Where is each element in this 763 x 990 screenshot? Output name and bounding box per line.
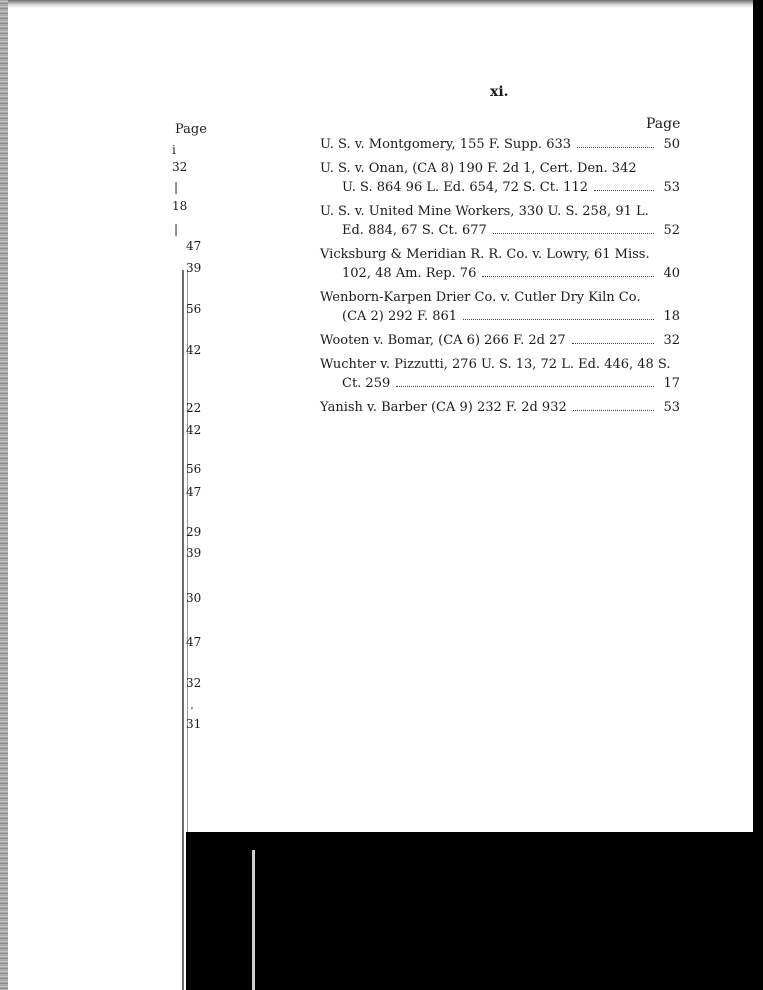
previous-page-number: 39: [186, 546, 202, 560]
dot-leader: [577, 147, 654, 148]
page-number: xi.: [490, 84, 509, 100]
case-page-number: 53: [663, 180, 680, 195]
previous-page-number: 42: [186, 423, 202, 437]
previous-page-number: 18: [172, 199, 188, 213]
previous-page-number: 31: [186, 717, 202, 731]
previous-page-number: 39: [186, 261, 202, 275]
previous-page-number: 56: [186, 462, 202, 476]
case-entry: [320, 202, 680, 240]
dot-leader: [482, 276, 654, 277]
previous-page-mark: |: [174, 222, 179, 236]
case-entry: [320, 135, 680, 154]
case-citation-line: Wuchter v. Pizzutti, 276 U. S. 13, 72 L. Ed. 446, 48 S.: [320, 357, 671, 372]
case-page-number: 53: [663, 400, 680, 415]
case-page-number: 18: [663, 309, 680, 324]
case-page-number: 32: [663, 333, 680, 348]
previous-page-number: 47: [186, 485, 202, 499]
case-citation-line: Ct. 259: [342, 376, 391, 391]
case-page-number: 17: [663, 376, 680, 391]
previous-page-number: 42: [186, 343, 202, 357]
dot-leader: [396, 386, 654, 387]
dot-leader: [572, 343, 654, 344]
scan-top-edge: [0, 0, 763, 8]
case-citation-line: (CA 2) 292 F. 861: [342, 309, 458, 324]
case-entry: [320, 355, 680, 393]
dot-leader: [493, 233, 654, 234]
case-citation-line: Wooten v. Bomar, (CA 6) 266 F. 2d 27: [320, 333, 566, 348]
case-citation-line: U. S. v. Onan, (CA 8) 190 F. 2d 1, Cert. Den. 342: [320, 161, 637, 176]
scan-bottom-slit: [252, 850, 255, 990]
previous-page-mark: |: [174, 180, 179, 194]
case-entry: [320, 245, 680, 283]
page-column-heading: Page: [646, 116, 681, 132]
case-page-number: 52: [663, 223, 680, 238]
case-citation-line: Vicksburg & Meridian R. R. Co. v. Lowry, 61 Miss.: [320, 247, 650, 262]
previous-page-number: 32: [172, 160, 188, 174]
case-citation-line: U. S. 864 96 L. Ed. 654, 72 S. Ct. 112: [342, 180, 589, 195]
case-citation-line: Ed. 884, 67 S. Ct. 677: [342, 223, 487, 238]
dot-leader: [463, 319, 654, 320]
previous-page-number: 56: [186, 302, 202, 316]
case-citation-line: U. S. v. Montgomery, 155 F. Supp. 633: [320, 137, 572, 152]
previous-page-mark: .: [190, 698, 194, 712]
previous-page-heading: Page: [175, 122, 207, 137]
case-entry: [320, 288, 680, 326]
case-entry: [320, 398, 680, 417]
previous-page-number: 29: [186, 525, 202, 539]
previous-page-number: 30: [186, 591, 202, 605]
binding-shadow-line: [182, 270, 184, 990]
case-page-number: 50: [663, 137, 680, 152]
case-page-number: 40: [663, 266, 680, 281]
dot-leader: [594, 190, 654, 191]
previous-page-number: 32: [186, 676, 202, 690]
case-entry: [320, 331, 680, 350]
previous-page-number: 47: [186, 239, 202, 253]
previous-page-mark: i: [172, 143, 176, 157]
case-entry: [320, 159, 680, 197]
table-of-cases: [320, 135, 680, 422]
dot-leader: [573, 410, 654, 411]
previous-page-number: 47: [186, 635, 202, 649]
scan-left-edge: [0, 0, 8, 990]
case-citation-line: Yanish v. Barber (CA 9) 232 F. 2d 932: [320, 400, 567, 415]
scan-bottom-band: [186, 832, 763, 990]
case-citation-line: Wenborn-Karpen Drier Co. v. Cutler Dry Kiln Co.: [320, 290, 641, 305]
case-citation-line: 102, 48 Am. Rep. 76: [342, 266, 477, 281]
previous-page-number: 22: [186, 401, 202, 415]
case-citation-line: U. S. v. United Mine Workers, 330 U. S. 258, 91 L.: [320, 204, 649, 219]
